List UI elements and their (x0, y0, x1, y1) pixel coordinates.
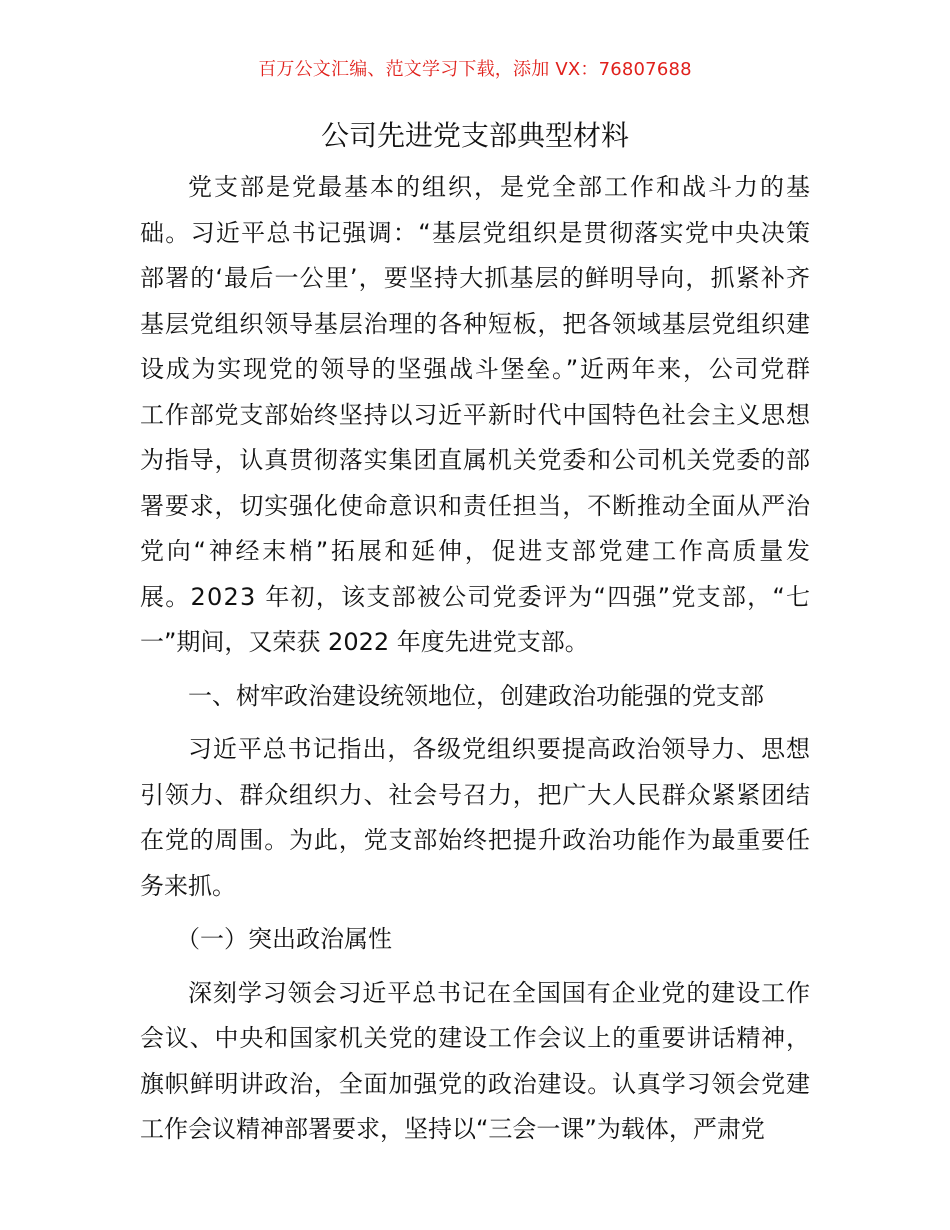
paragraph-subsection-1 (140, 971, 810, 1153)
paragraph-line: 为指导，认真贯彻落实集团直属机关党委和公司机关党委的部 (140, 446, 811, 474)
paragraph-line: 基层党组织领导基层治理的各种短板，把各领域基层党组织建 (140, 309, 811, 338)
paragraph-line: 务来抓。 (140, 871, 236, 900)
watermark-header: 百万公文汇编、范文学习下载，添加 VX：76807688 (258, 59, 692, 80)
paragraph-line: 党向“神经末梢”拓展和延伸，促进支部党建工作高质量发 (140, 537, 813, 565)
paragraph-line: 在党的周围。为此，党支部始终把提升政治功能作为最重要任 (140, 826, 811, 854)
paragraph-gap (140, 909, 810, 917)
paragraph-line: 一”期间，又荣获 2022 年度先进党支部。 (140, 628, 589, 656)
paragraph-gap (140, 963, 810, 971)
paragraph-line: 党支部是党最基本的组织，是党全部工作和战斗力的基 (188, 173, 812, 201)
paragraph-line: 工作部党支部始终坚持以习近平新时代中国特色社会主义思想 (140, 400, 811, 429)
section-heading-1: 一、树牢政治建设统领地位，创建政治功能强的党支部 (188, 681, 764, 710)
paragraph-line: 旗帜鲜明讲政治，全面加强党的政治建设。认真学习领会党建 (140, 1069, 811, 1098)
paragraph-line: 设成为实现党的领导的坚强战斗堡垒。”近两年来，公司党群 (140, 355, 812, 383)
paragraph-line: 展。2023 年初，该支部被公司党委评为“四强”党支部，“七 (140, 582, 812, 611)
paragraph-section-1 (140, 727, 810, 909)
paragraph-line: 工作会议精神部署要求，坚持以“三会一课”为载体，严肃党 (140, 1115, 765, 1143)
paragraph-line: 会议、中央和国家机关党的建设工作会议上的重要讲话精神， (140, 1024, 811, 1052)
paragraph-line: 习近平总书记指出，各级党组织要提高政治领导力、思想 (188, 735, 811, 763)
paragraph-line: 引领力、群众组织力、社会号召力，把广大人民群众紧紧团结 (140, 780, 811, 809)
paragraph-line: 署要求，切实强化使命意识和责任担当，不断推动全面从严治 (140, 491, 811, 520)
subsection-heading-1: （一）突出政治属性 (176, 925, 392, 953)
paragraph-line: 部署的‘最后一公里’，要坚持大抓基层的鲜明导向，抓紧补齐 (140, 264, 812, 292)
paragraph-gap (140, 719, 810, 727)
paragraph-line: 础。习近平总书记强调：“基层党组织是贯彻落实党中央决策 (140, 218, 812, 247)
paragraph-intro (140, 165, 813, 666)
paragraph-line: 深刻学习领会习近平总书记在全国国有企业党的建设工作 (188, 978, 811, 1007)
document-title: 公司先进党支部典型材料 (320, 119, 629, 152)
document-body (140, 165, 813, 1153)
paragraph-gap (140, 666, 810, 674)
